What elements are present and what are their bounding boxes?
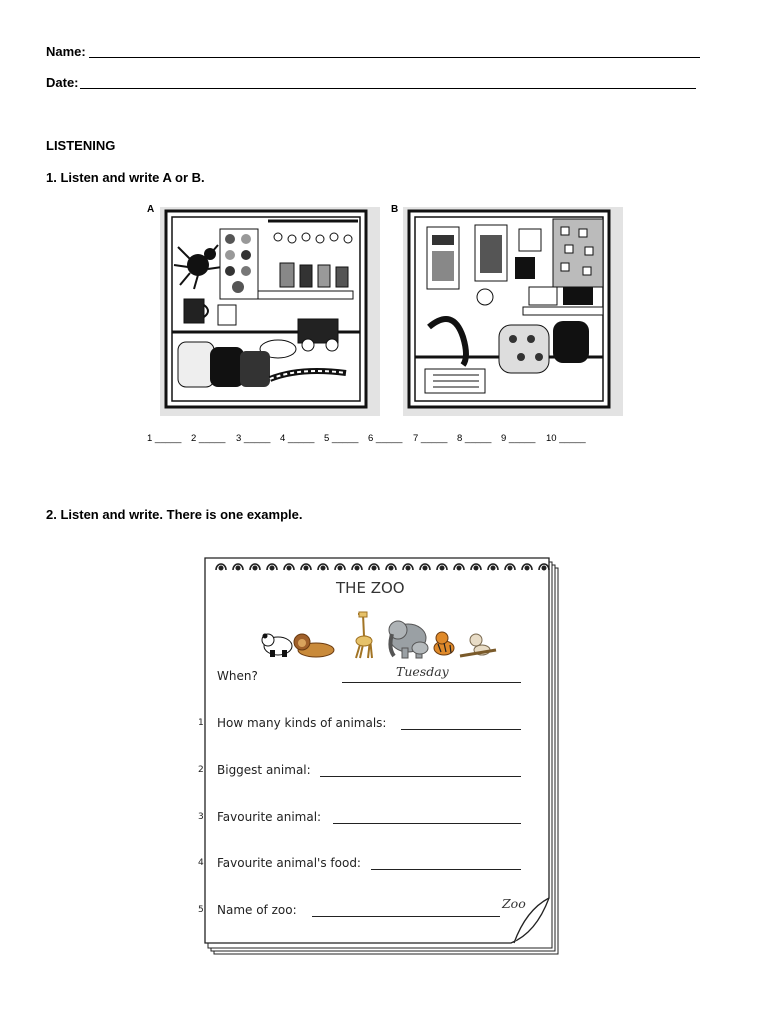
lion-icon [294,634,334,657]
panda-icon [262,634,292,658]
shop-window-picture-b [403,207,623,416]
example-answer-line [342,682,521,683]
answer-item-3[interactable]: 3 _____ [236,433,271,444]
question-label: Biggest animal: [217,763,311,777]
picture-a-label: A [147,204,155,215]
shop-window-picture-a [160,207,380,416]
answer-number: 3 [236,433,242,444]
answer-number: 8 [457,433,463,444]
question-number: 3 [198,812,204,822]
example-label: When? [217,669,258,683]
question-4-answer-line[interactable] [371,869,521,870]
answer-number: 6 [368,433,374,444]
spiral-binding [196,538,566,578]
name-line[interactable] [89,57,700,58]
question-1-answer-line[interactable] [401,729,521,730]
date-label: Date: [46,75,79,90]
question-5-answer-line[interactable] [312,916,500,917]
notebook-title: THE ZOO [336,579,405,597]
question-2-answer-line[interactable] [320,776,521,777]
answer-number: 1 [147,433,153,444]
question-3-answer-line[interactable] [333,823,521,824]
question-number: 5 [198,905,204,915]
shop-window-b-illustration [403,207,623,416]
answer-item-1[interactable]: 1 _____ [147,433,182,444]
exercise1-answer-row [0,433,768,447]
question-label: Name of zoo: [217,903,297,917]
answer-number: 7 [413,433,419,444]
example-answer: Tuesday [396,664,449,679]
question-label: Favourite animal: [217,810,322,824]
answer-number: 2 [191,433,197,444]
exercise2-instruction: 2. Listen and write. There is one example. [46,507,303,522]
exercise1-instruction: 1. Listen and write A or B. [46,170,205,185]
answer-item-10[interactable]: 10 _____ [546,433,586,444]
question-label: How many kinds of animals: [217,716,387,730]
zoo-animals-illustration [260,610,500,662]
question-number: 1 [198,718,204,728]
answer-item-5[interactable]: 5 _____ [324,433,359,444]
picture-b-label: B [391,204,399,215]
shop-window-a-illustration [160,207,380,416]
date-line[interactable] [80,88,696,89]
answer-item-9[interactable]: 9 _____ [501,433,536,444]
section-title: LISTENING [46,138,116,153]
answer-number: 4 [280,433,286,444]
answer-item-7[interactable]: 7 _____ [413,433,448,444]
answer-item-2[interactable]: 2 _____ [191,433,226,444]
answer-number: 5 [324,433,330,444]
tiger-icon [434,632,454,655]
question-number: 4 [198,858,204,868]
name-label: Name: [46,44,86,59]
answer-item-6[interactable]: 6 _____ [368,433,403,444]
answer-item-4[interactable]: 4 _____ [280,433,315,444]
monkey-icon [460,634,496,656]
question-label: Favourite animal's food: [217,856,361,870]
question-5-answer: Zoo [502,896,526,911]
question-number: 2 [198,765,204,775]
giraffe-icon [356,612,372,658]
answer-item-8[interactable]: 8 _____ [457,433,492,444]
answer-number: 9 [501,433,507,444]
answer-number: 10 [546,433,557,444]
notebook [196,538,566,960]
elephant-icon [389,621,428,658]
